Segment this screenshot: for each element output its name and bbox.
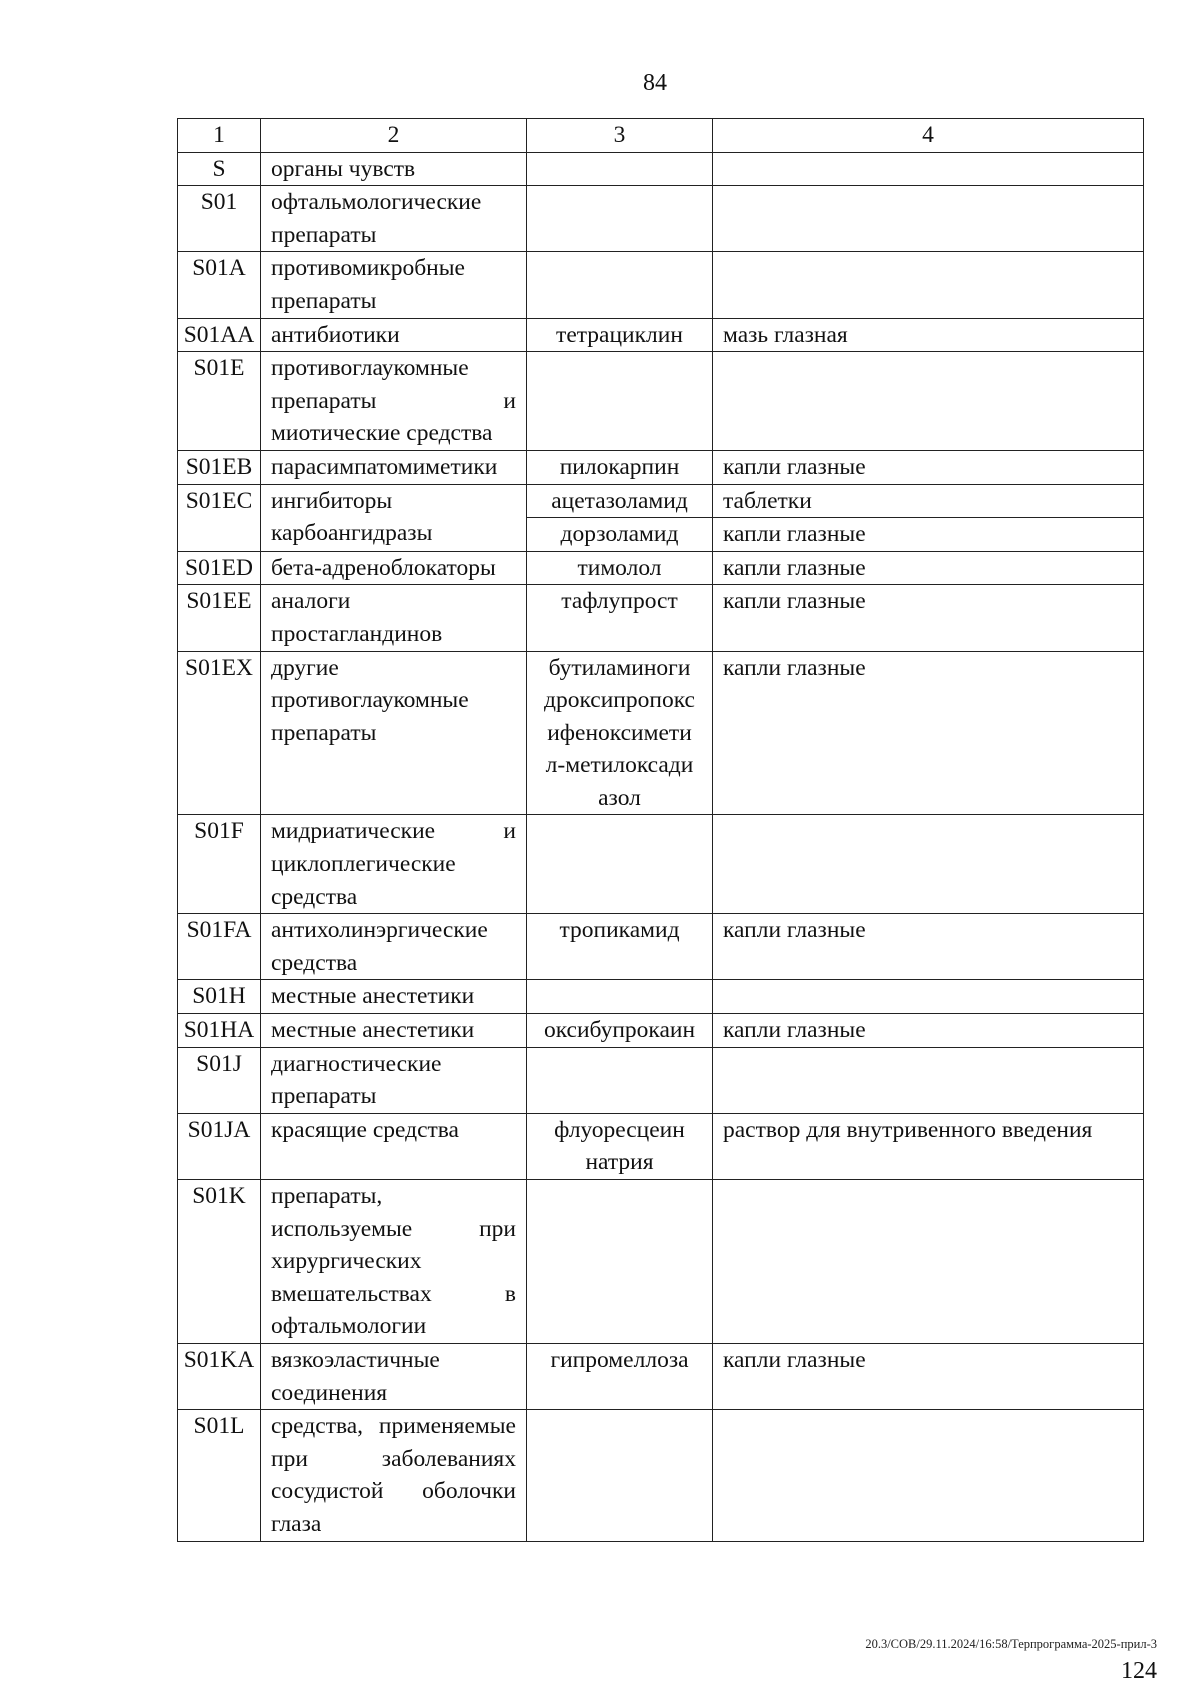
dosage-form: капли глазные	[723, 1017, 866, 1044]
drug-name-cell	[527, 651, 713, 815]
table-row	[178, 1343, 1144, 1409]
sheet-number: 124	[1121, 1658, 1157, 1684]
drug-name-cell	[527, 152, 713, 186]
drug-name: тафлупрост	[561, 588, 678, 615]
dosage-form: таблетки	[723, 487, 812, 514]
group-name-cell: средства, применяемые при заболеваниях сосудистой оболочки глаза	[261, 1410, 527, 1541]
footer-stamp: 20.3/СОВ/29.11.2024/16:58/Терпрограмма-2025-прил-3	[865, 1637, 1157, 1651]
dosage-form: капли глазные	[723, 554, 866, 581]
dosage-form: капли глазные	[723, 654, 866, 681]
table-row	[178, 815, 1144, 914]
dosage-form: капли глазные	[723, 588, 866, 615]
dosage-form-cell	[713, 252, 1144, 318]
dosage-form: капли глазные	[723, 453, 866, 480]
table-row	[178, 450, 1144, 484]
group-name-cell: другие противоглаукомные препараты	[261, 651, 527, 815]
group-name-cell: красящие средства	[261, 1113, 527, 1179]
atc-code-cell: S	[178, 152, 261, 186]
drug-name-cell	[527, 980, 713, 1014]
group-name-cell: аналоги простагландинов	[261, 585, 527, 651]
group-name-cell: мидриатические и циклоплегические средства	[261, 815, 527, 914]
atc-code-cell: S01L	[178, 1410, 261, 1541]
group-name-cell: местные анестетики	[261, 980, 527, 1014]
dosage-form-cell	[713, 318, 1144, 352]
drug-name: тетрациклин	[556, 321, 683, 348]
drug-name: пилокарпин	[559, 453, 680, 480]
drug-name-cell	[527, 186, 713, 252]
drug-name-cell	[527, 1113, 713, 1179]
table-row	[178, 352, 1144, 451]
drug-name: гипромеллоза	[550, 1346, 689, 1373]
dosage-form-cell	[713, 585, 1144, 651]
drug-name-cell	[527, 1047, 713, 1113]
table-header-row	[178, 119, 1144, 153]
table-row	[178, 252, 1144, 318]
drug-name-cell	[527, 252, 713, 318]
table-row	[178, 914, 1144, 980]
table-row	[178, 484, 1144, 551]
drug-name-cell	[527, 1410, 713, 1541]
page-number: 84	[643, 70, 667, 96]
group-name-cell: органы чувств	[261, 152, 527, 186]
drug-name: бутиламиногидроксипропоксифеноксиметил-метилоксадиазол	[544, 654, 695, 811]
dosage-form-cell	[713, 551, 1144, 585]
drug-name-cell	[527, 551, 713, 585]
drug-table-body	[178, 119, 1144, 1542]
atc-code-cell: S01HA	[178, 1014, 261, 1048]
group-name-cell: диагностические препараты	[261, 1047, 527, 1113]
dosage-form-cell	[713, 186, 1144, 252]
dosage-form: капли глазные	[723, 917, 866, 944]
table-row	[178, 1180, 1144, 1344]
table-row	[178, 551, 1144, 585]
drug-table	[177, 118, 1144, 1542]
drug-name: дорзоламид	[527, 517, 712, 551]
header-cell: 3	[527, 119, 713, 153]
drug-name: тропикамид	[559, 917, 680, 944]
dosage-form-cell	[713, 815, 1144, 914]
dosage-form-cell	[713, 1047, 1144, 1113]
drug-name: флуоресцеин натрия	[554, 1116, 685, 1176]
dosage-form-cell	[713, 484, 1144, 551]
atc-code-cell: S01EB	[178, 450, 261, 484]
table-row	[178, 585, 1144, 651]
atc-code-cell: S01H	[178, 980, 261, 1014]
dosage-form-cell	[713, 1180, 1144, 1344]
atc-code-cell: S01AA	[178, 318, 261, 352]
dosage-form-cell	[713, 152, 1144, 186]
dosage-form: капли глазные	[723, 1346, 866, 1373]
group-name-cell: ингибиторы карбоангидразы	[261, 484, 527, 551]
dosage-form-cell	[713, 1343, 1144, 1409]
group-name-cell: парасимпатомиметики	[261, 450, 527, 484]
dosage-form: раствор для внутривенного введения	[723, 1116, 1093, 1143]
dosage-form: капли глазные	[713, 517, 1143, 551]
drug-name: ацетазоламид	[551, 487, 688, 514]
dosage-form-cell	[713, 1410, 1144, 1541]
drug-name-cell	[527, 1014, 713, 1048]
table-row	[178, 1113, 1144, 1179]
table-row	[178, 980, 1144, 1014]
table-row	[178, 1047, 1144, 1113]
drug-name-cell	[527, 318, 713, 352]
group-name-cell: вязкоэластичные соединения	[261, 1343, 527, 1409]
group-name-cell: препараты, используемые при хирургических вмешательствах в офтальмологии	[261, 1180, 527, 1344]
drug-name-cell	[527, 450, 713, 484]
header-cell: 1	[178, 119, 261, 153]
dosage-form: мазь глазная	[723, 321, 848, 348]
table-row	[178, 1014, 1144, 1048]
drug-name-cell	[527, 352, 713, 451]
group-name-cell: противоглаукомные препараты и миотические средства	[261, 352, 527, 451]
drug-name: оксибупрокаин	[543, 1017, 696, 1044]
atc-code-cell: S01J	[178, 1047, 261, 1113]
atc-code-cell: S01EE	[178, 585, 261, 651]
group-name-cell: бета-адреноблокаторы	[261, 551, 527, 585]
header-cell: 4	[713, 119, 1144, 153]
atc-code-cell: S01ED	[178, 551, 261, 585]
drug-name-cell	[527, 1180, 713, 1344]
drug-name: тимолол	[577, 554, 662, 581]
table-row	[178, 186, 1144, 252]
drug-name-cell	[527, 484, 713, 551]
dosage-form-cell	[713, 1113, 1144, 1179]
atc-code-cell: S01E	[178, 352, 261, 451]
table-row	[178, 1410, 1144, 1541]
atc-code-cell: S01EX	[178, 651, 261, 815]
drug-name-cell	[527, 815, 713, 914]
table-row	[178, 152, 1144, 186]
atc-code-cell: S01FA	[178, 914, 261, 980]
group-name-cell: антибиотики	[261, 318, 527, 352]
atc-code-cell: S01	[178, 186, 261, 252]
header-cell: 2	[261, 119, 527, 153]
drug-name-cell	[527, 1343, 713, 1409]
drug-name-cell	[527, 585, 713, 651]
atc-code-cell: S01K	[178, 1180, 261, 1344]
dosage-form-cell	[713, 980, 1144, 1014]
atc-code-cell: S01A	[178, 252, 261, 318]
dosage-form-cell	[713, 1014, 1144, 1048]
table-row	[178, 318, 1144, 352]
group-name-cell: местные анестетики	[261, 1014, 527, 1048]
group-name-cell: офтальмологические препараты	[261, 186, 527, 252]
drug-name-cell	[527, 914, 713, 980]
group-name-cell: противомикробные препараты	[261, 252, 527, 318]
dosage-form-cell	[713, 651, 1144, 815]
atc-code-cell: S01KA	[178, 1343, 261, 1409]
group-name-cell: антихолинэргические средства	[261, 914, 527, 980]
dosage-form-cell	[713, 450, 1144, 484]
atc-code-cell: S01JA	[178, 1113, 261, 1179]
dosage-form-cell	[713, 914, 1144, 980]
dosage-form-cell	[713, 352, 1144, 451]
atc-code-cell: S01F	[178, 815, 261, 914]
table-row	[178, 651, 1144, 815]
atc-code-cell: S01EC	[178, 484, 261, 551]
